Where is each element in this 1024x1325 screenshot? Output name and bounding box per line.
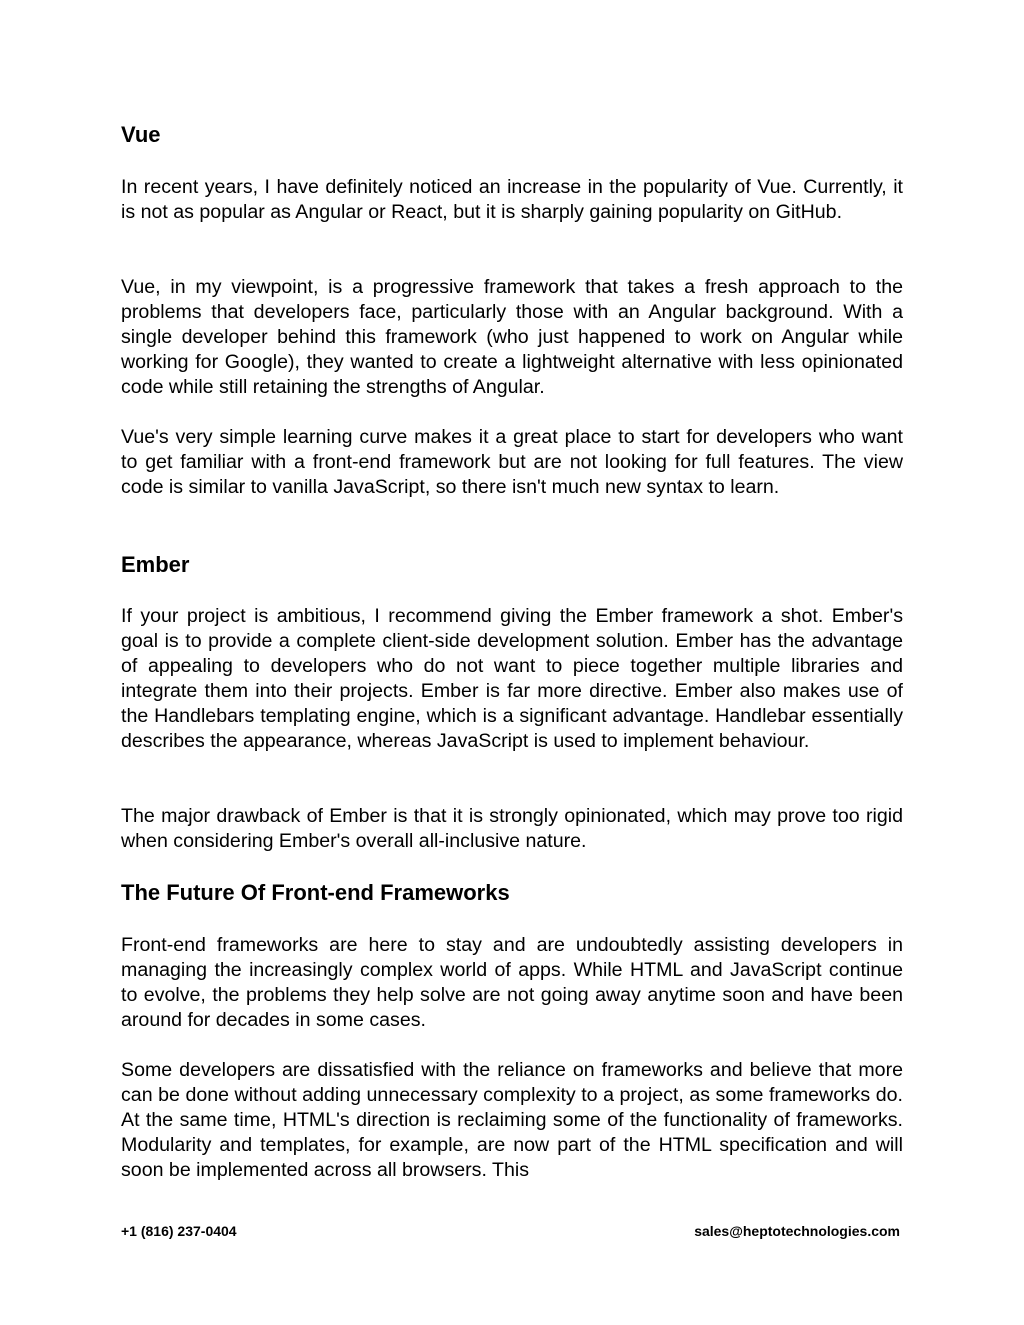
- paragraph-vue-popularity: In recent years, I have definitely noticed an increase in the popularity of Vue. Currently, it is not as popular as Angular or React, but it is sharply gaining popularity on GitHub.: [121, 176, 903, 223]
- section-heading-ember: Ember: [121, 552, 190, 577]
- footer-email: sales@heptotechnologies.com: [694, 1223, 900, 1239]
- footer-phone: +1 (816) 237-0404: [121, 1223, 237, 1239]
- paragraph-vue-learning-curve: Vue's very simple learning curve makes it a great place to start for developers who want to get familiar with a front-end framework but are not looking for full features. The view code is similar to vanilla JavaScript, so there isn't much new syntax to learn.: [121, 426, 903, 498]
- paragraph-vue-progressive: Vue, in my viewpoint, is a progressive framework that takes a fresh approach to the problems that developers face, particularly those with an Angular background. With a single developer behind this framework (who just happened to work on Angular while working for Google), they wanted to create a lightweight alternative with less opinionated code while still retaining the strengths of Angular.: [121, 276, 903, 398]
- paragraph-ember-drawback: The major drawback of Ember is that it is strongly opinionated, which may prove too rigid when considering Ember's overall all-inclusive nature.: [121, 805, 903, 852]
- section-heading-future: The Future Of Front-end Frameworks: [121, 880, 510, 905]
- paragraph-future-frameworks: Front-end frameworks are here to stay and are undoubtedly assisting developers in managing the increasingly complex world of apps. While HTML and JavaScript continue to evolve, the problems they help solve are not going away anytime soon and have been around for decades in some cases.: [121, 934, 903, 1031]
- paragraph-ember-ambitious: If your project is ambitious, I recommend giving the Ember framework a shot. Ember's goal is to provide a complete client-side development solution. Ember has the advantage of appealing to developers who do not want to piece together multiple libraries and integrate them into their projects. Ember is far more directive. Ember also makes use of the Handlebars templating engine, which is a significant advantage. Handlebar essentially describes the appearance, whereas JavaScript is used to implement behaviour.: [121, 605, 903, 752]
- section-heading-vue: Vue: [121, 122, 161, 147]
- paragraph-future-dissatisfied: Some developers are dissatisfied with the reliance on frameworks and believe that more can be done without adding unnecessary complexity to a project, as some frameworks do. At the same time, HTML's direction is reclaiming some of the functionality of frameworks. Modularity and templates, for example, are now part of the HTML specification and will soon be implemented across all browsers. This: [121, 1059, 903, 1181]
